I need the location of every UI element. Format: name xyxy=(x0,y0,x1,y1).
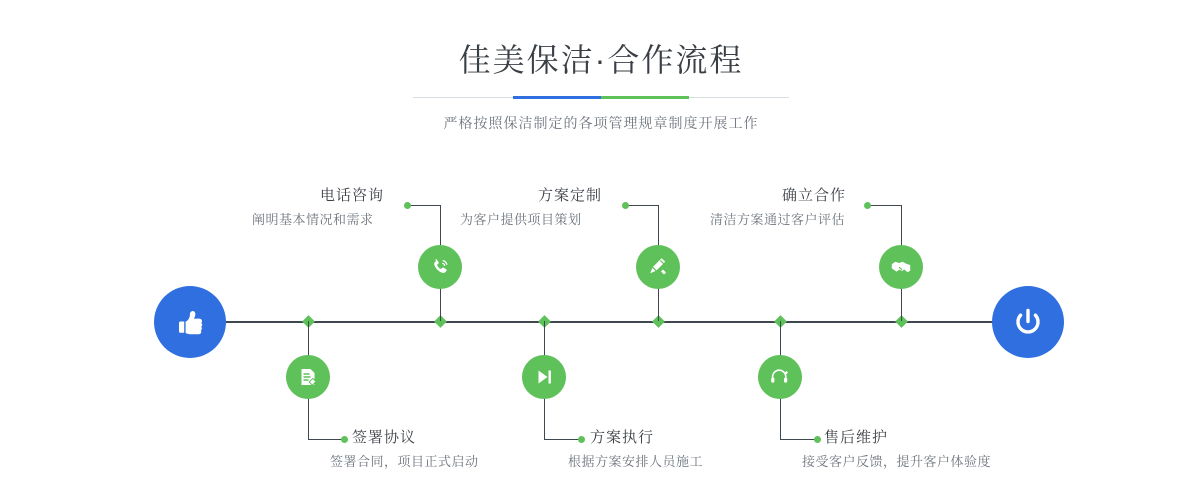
step-label-5 xyxy=(710,186,880,230)
connector-line xyxy=(308,396,309,439)
document-edit-icon xyxy=(296,365,320,389)
step-desc-3: 为客户提供项目策划 xyxy=(460,212,582,227)
step-label-3 xyxy=(460,186,630,230)
handshake-icon xyxy=(889,255,913,279)
connector-line xyxy=(901,205,902,247)
header xyxy=(0,0,1202,133)
timeline-start-node xyxy=(154,286,226,358)
connector-line xyxy=(780,321,781,357)
connector-line xyxy=(658,285,659,321)
step-title-5: 确立合作 xyxy=(782,187,847,204)
power-icon xyxy=(1010,304,1046,340)
connector-line xyxy=(308,321,309,357)
headset-support-icon xyxy=(768,365,792,389)
pen-ruler-icon xyxy=(646,255,670,279)
step-label-2 xyxy=(330,428,550,472)
step-desc-2: 签署合同，项目正式启动 xyxy=(330,454,479,469)
step-title-2: 签署协议 xyxy=(352,429,417,446)
step-desc-6: 接受客户反馈，提升客户体验度 xyxy=(802,454,992,469)
connector-line xyxy=(544,321,545,357)
connector-line xyxy=(626,205,659,206)
step-title-4: 方案执行 xyxy=(590,429,655,446)
step-icon-4[interactable] xyxy=(522,355,566,399)
connector-line xyxy=(780,396,781,439)
step-label-6 xyxy=(802,428,1062,472)
step-icon-5[interactable] xyxy=(879,245,923,289)
phone-call-icon xyxy=(428,255,452,279)
step-icon-3[interactable] xyxy=(636,245,680,289)
page-subtitle: 严格按照保洁制定的各项管理规章制度开展工作 xyxy=(443,115,759,131)
connector-line xyxy=(544,396,545,439)
timeline-end-node xyxy=(992,286,1064,358)
step-title-6: 售后维护 xyxy=(824,429,889,446)
step-icon-2[interactable] xyxy=(286,355,330,399)
divider-accent-green xyxy=(601,96,689,99)
step-desc-1: 阐明基本情况和需求 xyxy=(252,212,374,227)
page-title: 佳美保洁·合作流程 xyxy=(458,42,744,78)
connector-dot xyxy=(404,202,411,209)
step-desc-4: 根据方案安排人员施工 xyxy=(568,454,704,469)
step-icon-1[interactable] xyxy=(418,245,462,289)
connector-line xyxy=(440,285,441,321)
step-desc-5: 清洁方案通过客户评估 xyxy=(710,212,846,227)
step-label-1 xyxy=(252,186,402,230)
title-divider xyxy=(413,96,789,99)
step-icon-6[interactable] xyxy=(758,355,802,399)
step-title-3: 方案定制 xyxy=(538,187,603,204)
connector-line xyxy=(440,205,441,247)
step-title-1: 电话咨询 xyxy=(320,187,385,204)
connector-line xyxy=(658,205,659,247)
step-label-4 xyxy=(568,428,798,472)
play-forward-icon xyxy=(532,365,556,389)
connector-line xyxy=(407,205,441,206)
connector-line xyxy=(901,285,902,321)
thumbs-up-icon xyxy=(172,304,208,340)
divider-accent-blue xyxy=(513,96,601,99)
